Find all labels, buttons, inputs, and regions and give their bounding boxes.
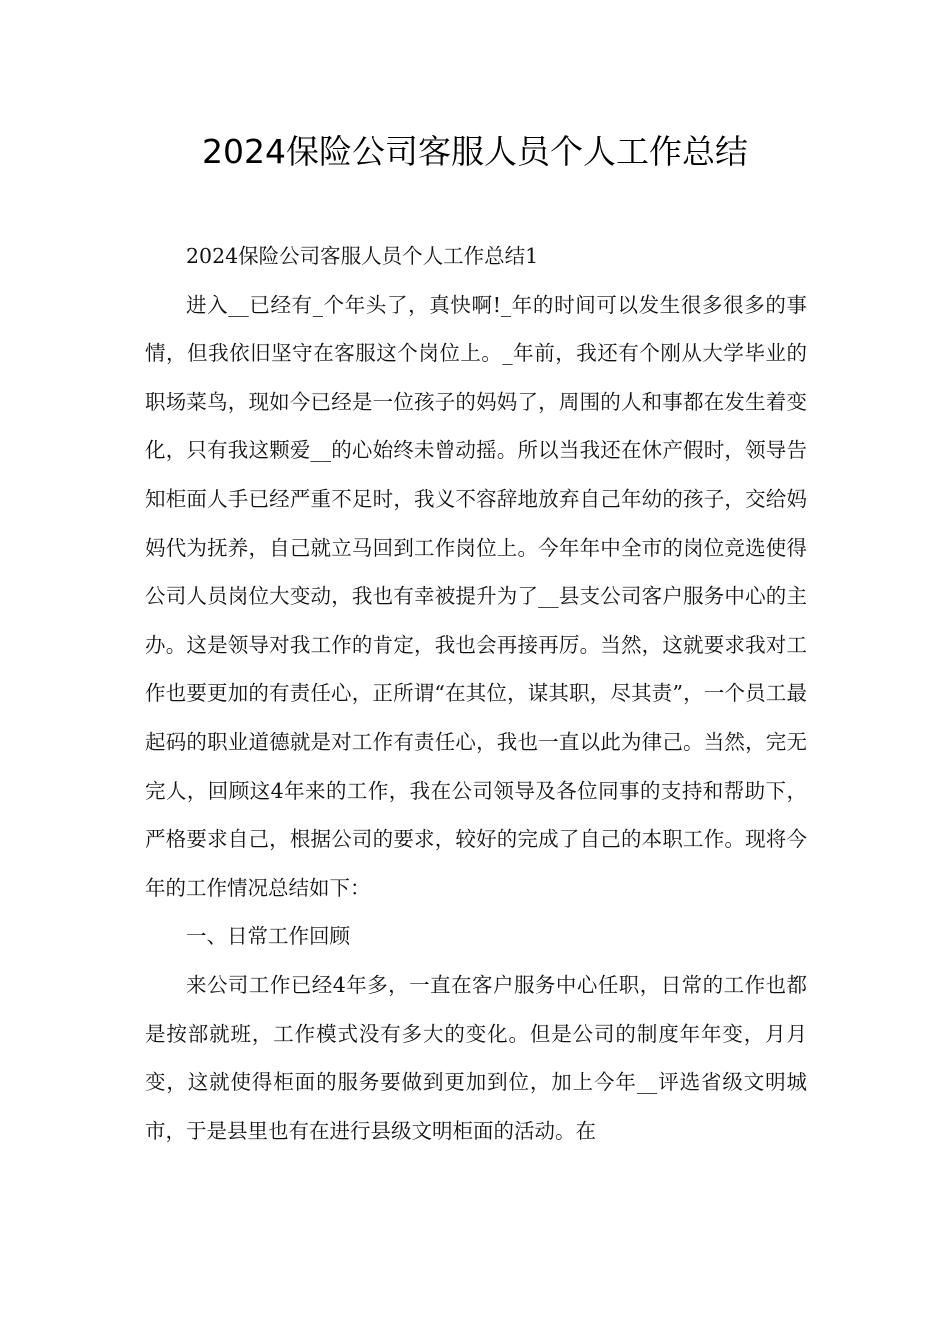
paragraph: 来公司工作已经4年多，一直在客户服务中心任职，日常的工作也都是按部就班，工作模式没有多大的变化。但是公司的制度年年变，月月变，这就使得柜面的服务要做到更加到位，加上今年__评选省级文明城市，于是县里也有在进行县级文明柜面的活动。在 xyxy=(145,972,807,1143)
document-body xyxy=(145,232,807,1155)
document-title: 2024保险公司客服人员个人工作总结 xyxy=(202,132,748,171)
section-heading: 一、日常工作回顾 xyxy=(186,924,350,949)
section-heading: 2024保险公司客服人员个人工作总结1 xyxy=(186,244,539,268)
paragraph: 进入__已经有_个年头了，真快啊!_年的时间可以发生很多很多的事情，但我依旧坚守在客服这个岗位上。_年前，我还有个刚从大学毕业的职场菜鸟，现如今已经是一位孩子的妈妈了，周围的人和事都在发生着变化，只有我这颗爱__的心始终未曾动摇。所以当我还在休产假时，领导告知柜面人手已经严重不足时，我义不容辞地放弃自己年幼的孩子，交给妈妈代为抚养，自己就立马回到工作岗位上。今年年中全市的岗位竞选使得公司人员岗位大变动，我也有幸被提升为了__县支公司客户服务中心的主办。这是领导对我工作的肯定，我也会再接再厉。当然，这就要求我对工作也要更加的有责任心，正所谓“在其位，谋其职，尽其责”，一个员工最起码的职业道德就是对工作有责任心，我也一直以此为律己。当然，完无完人，回顾这4年来的工作，我在公司领导及各位同事的支持和帮助下，严格要求自己，根据公司的要求，较好的完成了自己的本职工作。现将今年的工作情况总结如下： xyxy=(145,292,807,900)
